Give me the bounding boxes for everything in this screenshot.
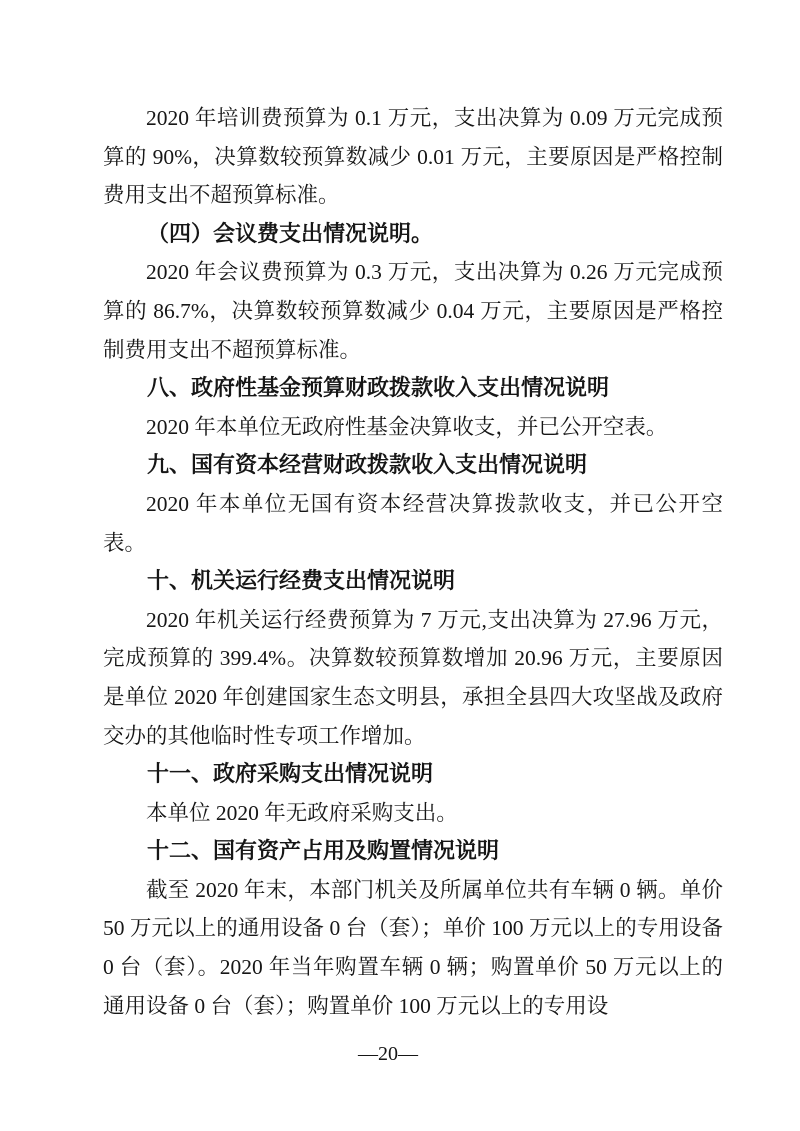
document-content (103, 99, 723, 1025)
paragraph-section-8: 2020 年本单位无政府性基金决算收支，并已公开空表。 (146, 414, 668, 439)
page-footer (0, 1043, 776, 1066)
paragraph-meeting-fee: 2020 年会议费预算为 0.3 万元，支出决算为 0.26 万元完成预算的 86.7%，决算数较预算数减少 0.04 万元，主要原因是严格控制费用支出不超预算标准。 (103, 260, 723, 362)
heading-section-10: 十、机关运行经费支出情况说明 (147, 568, 456, 594)
paragraph-section-10: 2020 年机关运行经费预算为 7 万元,支出决算为 27.96 万元，完成预算的 399.4%。决算数较预算数增加 20.96 万元，主要原因是单位 2020 年创建国家生态文明县，承担全县四大攻坚战及政府交办的其他临时性专项工作增加。 (103, 607, 723, 748)
heading-section-8: 八、政府性基金预算财政拨款收入支出情况说明 (147, 375, 610, 401)
paragraph-section-12: 截至 2020 年末，本部门机关及所属单位共有车辆 0 辆。单价 50 万元以上的通用设备 0 台（套）；单价 100 万元以上的专用设备 0 台（套）。2020 年当年购置车辆 0 辆；购置单价 50 万元以上的通用设备 0 台（套）；购置单价 100 万元以上的专用设 (103, 877, 723, 1018)
heading-section-12: 十二、国有资产占用及购置情况说明 (147, 838, 500, 864)
page-number: —20— (358, 1043, 418, 1065)
heading-section-11: 十一、政府采购支出情况说明 (147, 761, 434, 787)
heading-meeting-fee: （四）会议费支出情况说明。 (147, 220, 434, 246)
paragraph-training-fee: 2020 年培训费预算为 0.1 万元，支出决算为 0.09 万元完成预算的 90%，决算数较预算数减少 0.01 万元，主要原因是严格控制费用支出不超预算标准。 (103, 106, 723, 208)
paragraph-section-11: 本单位 2020 年无政府采购支出。 (146, 800, 458, 825)
paragraph-section-9: 2020 年本单位无国有资本经营决算拨款收支，并已公开空表。 (103, 491, 723, 555)
heading-section-9: 九、国有资本经营财政拨款收入支出情况说明 (147, 452, 588, 478)
